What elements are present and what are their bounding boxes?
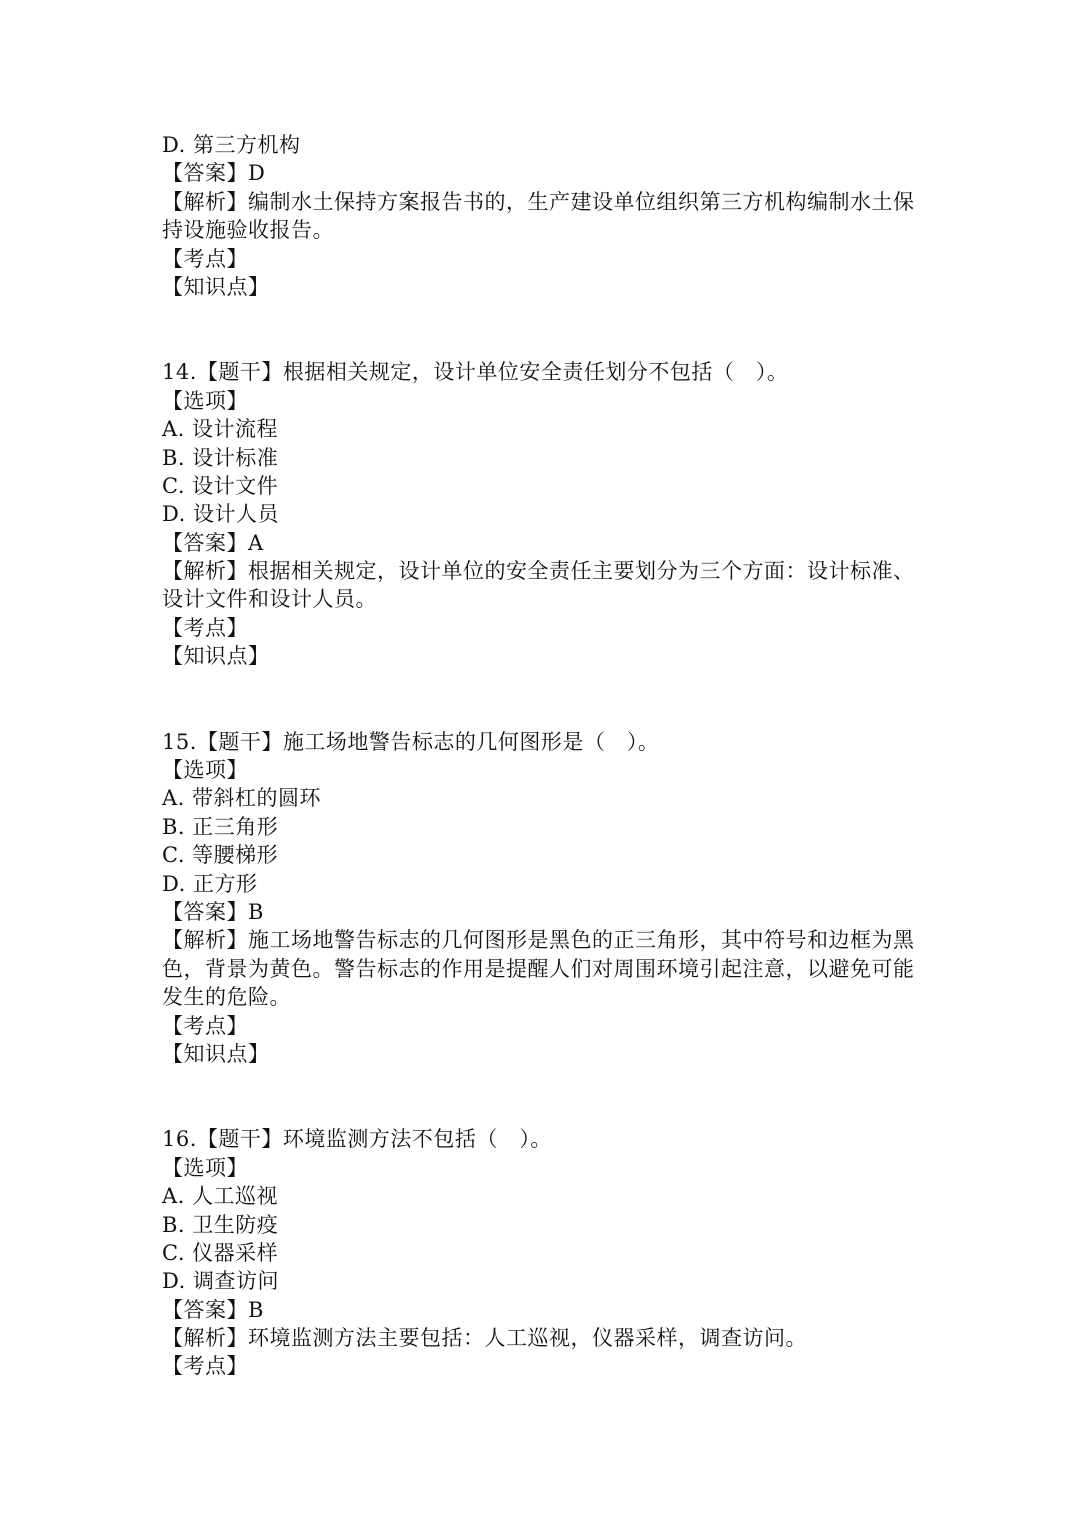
question-15 (162, 728, 922, 1069)
option-b: B. 卫生防疫 (162, 1212, 279, 1237)
document-page (162, 131, 922, 1381)
option-a: A. 带斜杠的圆环 (162, 786, 322, 811)
analysis-line: 【解析】环境监测方法主要包括：人工巡视，仪器采样，调查访问。 (162, 1326, 807, 1351)
kaodian-label: 【考点】 (162, 246, 248, 271)
spacer (162, 671, 922, 728)
answer-line: 【答案】B (162, 899, 264, 924)
zhishidian-label: 【知识点】 (162, 644, 270, 669)
question-14 (162, 358, 922, 670)
answer-line: 【答案】A (162, 530, 264, 555)
option-d: D. 正方形 (162, 871, 258, 896)
zhishidian-label: 【知识点】 (162, 1041, 270, 1066)
kaodian-label: 【考点】 (162, 1354, 248, 1379)
options-label: 【选项】 (162, 758, 248, 783)
answer-line: 【答案】D (162, 161, 266, 186)
option-c: C. 设计文件 (162, 473, 279, 498)
spacer (162, 301, 922, 358)
kaodian-label: 【考点】 (162, 1013, 248, 1038)
question-16 (162, 1125, 922, 1381)
option-c: C. 仪器采样 (162, 1240, 279, 1265)
answer-line: 【答案】B (162, 1297, 264, 1322)
option-a: A. 人工巡视 (162, 1184, 279, 1209)
zhishidian-label: 【知识点】 (162, 274, 270, 299)
option-b: B. 正三角形 (162, 814, 279, 839)
question-stem: 15.【题干】施工场地警告标志的几何图形是（ ）。 (162, 729, 660, 754)
question-stem: 16.【题干】环境监测方法不包括（ ）。 (162, 1127, 552, 1152)
question-13-tail (162, 131, 922, 301)
analysis-line: 持设施验收报告。 (162, 218, 334, 243)
option-d: D. 设计人员 (162, 502, 279, 527)
question-stem: 14.【题干】根据相关规定，设计单位安全责任划分不包括（ ）。 (162, 360, 789, 385)
kaodian-label: 【考点】 (162, 615, 248, 640)
analysis-line: 色，背景为黄色。警告标志的作用是提醒人们对周围环境引起注意，以避免可能 (162, 956, 915, 981)
spacer (162, 1068, 922, 1125)
options-label: 【选项】 (162, 1155, 248, 1180)
analysis-line: 【解析】施工场地警告标志的几何图形是黑色的正三角形，其中符号和边框为黑 (162, 928, 915, 953)
option-d: D. 调查访问 (162, 1269, 279, 1294)
option-d: D. 第三方机构 (162, 133, 301, 157)
analysis-line: 发生的危险。 (162, 985, 291, 1010)
option-a: A. 设计流程 (162, 417, 279, 442)
option-c: C. 等腰梯形 (162, 843, 279, 868)
analysis-line: 【解析】根据相关规定，设计单位的安全责任主要划分为三个方面：设计标准、 (162, 559, 915, 584)
analysis-line: 设计文件和设计人员。 (162, 587, 377, 612)
option-b: B. 设计标准 (162, 445, 279, 470)
analysis-line: 【解析】编制水土保持方案报告书的，生产建设单位组织第三方机构编制水土保 (162, 189, 915, 214)
options-label: 【选项】 (162, 388, 248, 413)
